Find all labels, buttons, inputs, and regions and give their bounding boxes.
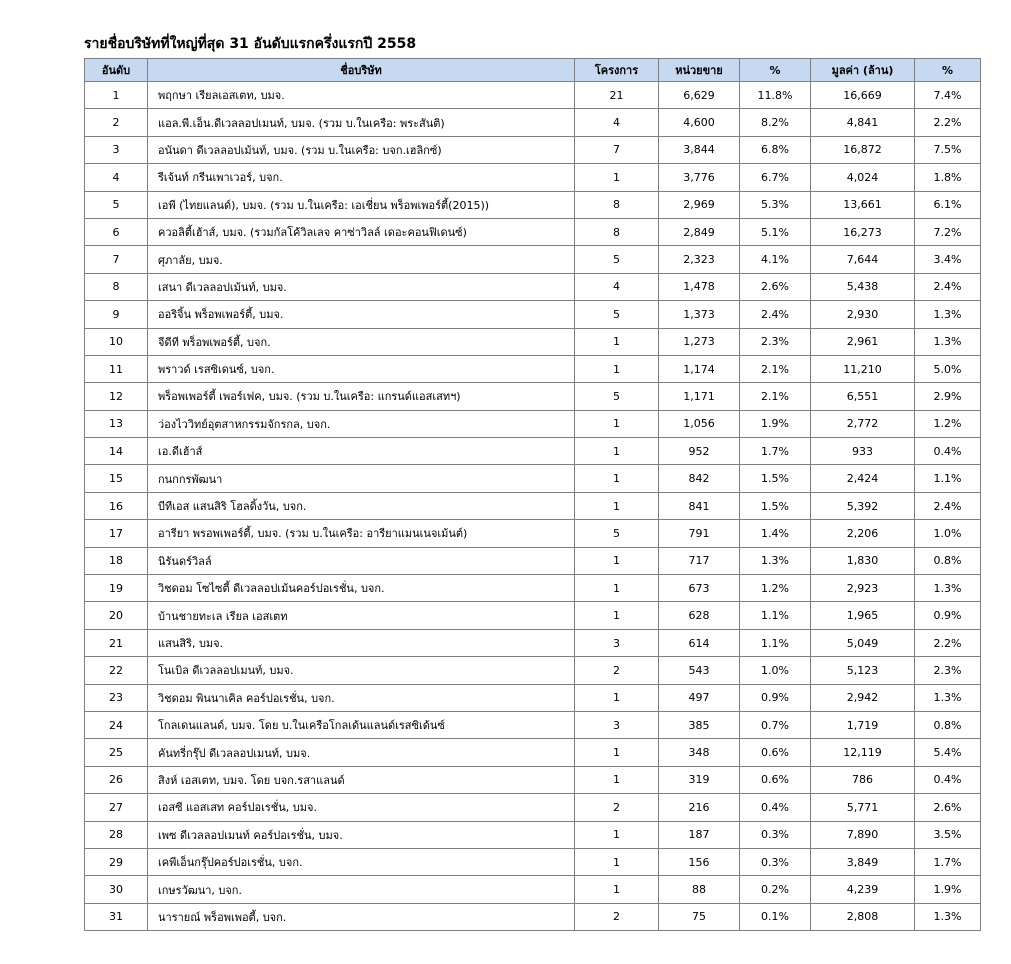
cell-rank: 8 [85,273,148,300]
cell-rank: 2 [85,109,148,136]
cell-units-percent: 2.3% [740,328,811,355]
cell-value-percent: 0.8% [915,547,981,574]
table-body [85,82,981,931]
cell-value: 16,273 [811,218,915,245]
cell-company: เคพีเอ็นกรุ๊ปคอร์ปอเรชั่น, บจก. [148,848,575,875]
ranking-table [84,58,981,931]
cell-value: 5,438 [811,273,915,300]
cell-value-percent: 0.8% [915,711,981,738]
table-row [85,438,981,465]
cell-units-percent: 1.7% [740,438,811,465]
cell-rank: 27 [85,794,148,821]
cell-value-percent: 2.2% [915,109,981,136]
cell-units: 791 [659,520,740,547]
table-row [85,164,981,191]
cell-value-percent: 1.7% [915,848,981,875]
cell-units-percent: 6.8% [740,136,811,163]
cell-value-percent: 1.3% [915,575,981,602]
cell-units: 842 [659,465,740,492]
cell-company: นารายณ์ พร็อพเพอตี้, บจก. [148,903,575,930]
cell-company: ศุภาลัย, บมจ. [148,246,575,273]
cell-projects: 8 [575,218,659,245]
cell-units-percent: 5.1% [740,218,811,245]
cell-units-percent: 8.2% [740,109,811,136]
cell-units: 3,844 [659,136,740,163]
table-row [85,821,981,848]
cell-projects: 1 [575,355,659,382]
table-title: รายชื่อบริษัทที่ใหญ่ที่สุด 31 อันดับแรกครึ่งแรกปี 2558 [84,36,417,52]
cell-value-percent: 1.3% [915,328,981,355]
cell-value: 4,239 [811,876,915,903]
cell-rank: 6 [85,218,148,245]
header-company: ชื่อบริษัท [148,59,575,82]
cell-units: 2,849 [659,218,740,245]
cell-units-percent: 1.0% [740,657,811,684]
cell-value: 5,123 [811,657,915,684]
cell-company: ว่องไววิทย์อุตสาหกรรมจักรกล, บจก. [148,410,575,437]
cell-projects: 1 [575,602,659,629]
cell-rank: 12 [85,383,148,410]
table-row [85,547,981,574]
table-row [85,575,981,602]
cell-value: 2,930 [811,301,915,328]
table-row [85,766,981,793]
cell-projects: 1 [575,465,659,492]
cell-rank: 25 [85,739,148,766]
cell-units: 614 [659,629,740,656]
cell-value: 2,942 [811,684,915,711]
cell-rank: 21 [85,629,148,656]
cell-projects: 1 [575,410,659,437]
cell-units-percent: 0.6% [740,766,811,793]
cell-rank: 5 [85,191,148,218]
table-row [85,903,981,930]
table-row [85,273,981,300]
cell-value: 786 [811,766,915,793]
header-projects: โครงการ [575,59,659,82]
cell-rank: 16 [85,492,148,519]
table-row [85,465,981,492]
cell-projects: 1 [575,876,659,903]
cell-rank: 22 [85,657,148,684]
cell-projects: 1 [575,164,659,191]
cell-company: เพซ ดีเวลลอปเมนท์ คอร์ปอเรชั่น, บมจ. [148,821,575,848]
cell-projects: 7 [575,136,659,163]
table-row [85,739,981,766]
cell-units: 4,600 [659,109,740,136]
cell-units: 673 [659,575,740,602]
cell-rank: 3 [85,136,148,163]
cell-units: 1,273 [659,328,740,355]
cell-company: เอ.ดีเฮ้าส์ [148,438,575,465]
cell-projects: 1 [575,821,659,848]
cell-value-percent: 0.9% [915,602,981,629]
cell-units-percent: 2.4% [740,301,811,328]
cell-value-percent: 1.2% [915,410,981,437]
cell-company: สิงห์ เอสเตท, บมจ. โดย บจก.รสาแลนด์ [148,766,575,793]
table-row [85,848,981,875]
cell-value-percent: 2.9% [915,383,981,410]
cell-value: 2,424 [811,465,915,492]
cell-rank: 20 [85,602,148,629]
table-row [85,328,981,355]
table-row [85,82,981,109]
cell-projects: 5 [575,520,659,547]
cell-units: 75 [659,903,740,930]
cell-value-percent: 6.1% [915,191,981,218]
cell-company: เอพี (ไทยแลนด์), บมจ. (รวม บ.ในเครือ: เอเชี่ยน พร็อพเพอร์ตี้(2015)) [148,191,575,218]
cell-company: บีทีเอส แสนสิริ โฮลดิ้งวัน, บจก. [148,492,575,519]
cell-units-percent: 0.2% [740,876,811,903]
cell-value-percent: 2.4% [915,492,981,519]
table-row [85,136,981,163]
cell-units-percent: 0.4% [740,794,811,821]
cell-value-percent: 1.0% [915,520,981,547]
table-row [85,191,981,218]
cell-units-percent: 0.6% [740,739,811,766]
cell-units: 628 [659,602,740,629]
cell-value: 1,965 [811,602,915,629]
cell-units: 348 [659,739,740,766]
cell-units: 88 [659,876,740,903]
cell-units-percent: 5.3% [740,191,811,218]
cell-value-percent: 1.3% [915,684,981,711]
cell-value: 1,719 [811,711,915,738]
cell-units-percent: 6.7% [740,164,811,191]
cell-value: 11,210 [811,355,915,382]
cell-value: 4,841 [811,109,915,136]
cell-rank: 7 [85,246,148,273]
cell-units: 156 [659,848,740,875]
cell-value: 2,808 [811,903,915,930]
cell-value-percent: 5.0% [915,355,981,382]
cell-projects: 3 [575,629,659,656]
cell-units-percent: 2.6% [740,273,811,300]
cell-value-percent: 0.4% [915,766,981,793]
cell-units: 6,629 [659,82,740,109]
cell-company: อารียา พรอพเพอร์ตี้, บมจ. (รวม บ.ในเครือ: อารียาแมนเนจเม้นต์) [148,520,575,547]
cell-units-percent: 1.2% [740,575,811,602]
cell-value: 2,961 [811,328,915,355]
cell-value: 16,872 [811,136,915,163]
header-value: มูลค่า (ล้าน) [811,59,915,82]
header-units-percent: % [740,59,811,82]
cell-company: แอล.พี.เอ็น.ดีเวลลอปเมนท์, บมจ. (รวม บ.ในเครือ: พระสันติ) [148,109,575,136]
cell-units: 1,174 [659,355,740,382]
cell-units: 952 [659,438,740,465]
table-row [85,629,981,656]
cell-company: วิชดอม โซไซตี้ ดีเวลลอปเม้นคอร์ปอเรชั่น, บจก. [148,575,575,602]
cell-units-percent: 0.9% [740,684,811,711]
cell-value-percent: 2.2% [915,629,981,656]
cell-rank: 13 [85,410,148,437]
cell-units: 319 [659,766,740,793]
cell-units: 385 [659,711,740,738]
cell-units-percent: 1.3% [740,547,811,574]
cell-units-percent: 11.8% [740,82,811,109]
cell-rank: 31 [85,903,148,930]
cell-value: 5,049 [811,629,915,656]
cell-value-percent: 1.3% [915,301,981,328]
cell-value: 13,661 [811,191,915,218]
cell-units-percent: 0.3% [740,848,811,875]
table-row [85,794,981,821]
header-units: หน่วยขาย [659,59,740,82]
cell-value-percent: 0.4% [915,438,981,465]
table-row [85,109,981,136]
cell-company: กนกกรพัฒนา [148,465,575,492]
cell-units: 543 [659,657,740,684]
cell-company: โกลเดนแลนด์, บมจ. โดย บ.ในเครือโกลเด้นแลนด์เรสซิเด้นซ์ [148,711,575,738]
cell-company: เกษรวัฒนา, บจก. [148,876,575,903]
cell-value: 7,644 [811,246,915,273]
cell-projects: 2 [575,903,659,930]
cell-units: 2,969 [659,191,740,218]
cell-projects: 1 [575,684,659,711]
cell-rank: 18 [85,547,148,574]
cell-value: 4,024 [811,164,915,191]
cell-value-percent: 2.3% [915,657,981,684]
cell-projects: 1 [575,492,659,519]
cell-units-percent: 1.9% [740,410,811,437]
cell-value-percent: 1.8% [915,164,981,191]
cell-company: นิรันดร์วิลล์ [148,547,575,574]
cell-rank: 26 [85,766,148,793]
table-row [85,246,981,273]
cell-company: บ้านชายทะเล เรียล เอสเตท [148,602,575,629]
cell-rank: 1 [85,82,148,109]
cell-projects: 2 [575,794,659,821]
cell-projects: 3 [575,711,659,738]
cell-value-percent: 2.4% [915,273,981,300]
cell-value: 2,772 [811,410,915,437]
cell-units-percent: 0.7% [740,711,811,738]
cell-projects: 1 [575,547,659,574]
cell-rank: 24 [85,711,148,738]
table-row [85,355,981,382]
cell-units-percent: 2.1% [740,355,811,382]
table-row [85,684,981,711]
cell-company: ควอลิตี้เฮ้าส์, บมจ. (รวมกัลโค้วิลเลจ คาซ่าวิลล์ เดอะคอนฟิเดนซ์) [148,218,575,245]
cell-value-percent: 2.6% [915,794,981,821]
cell-projects: 4 [575,273,659,300]
cell-value: 2,206 [811,520,915,547]
cell-value: 3,849 [811,848,915,875]
cell-value: 933 [811,438,915,465]
cell-value: 2,923 [811,575,915,602]
cell-rank: 30 [85,876,148,903]
cell-units: 717 [659,547,740,574]
cell-units-percent: 1.5% [740,465,811,492]
cell-value-percent: 1.9% [915,876,981,903]
table-row [85,520,981,547]
cell-projects: 2 [575,657,659,684]
header-value-percent: % [915,59,981,82]
cell-value-percent: 7.4% [915,82,981,109]
cell-projects: 1 [575,766,659,793]
cell-units-percent: 1.5% [740,492,811,519]
cell-projects: 4 [575,109,659,136]
cell-units-percent: 1.1% [740,629,811,656]
cell-company: พราวด์ เรสซิเดนซ์, บจก. [148,355,575,382]
cell-units: 3,776 [659,164,740,191]
cell-rank: 28 [85,821,148,848]
cell-company: วิชดอม พินนาเคิล คอร์ปอเรชั่น, บจก. [148,684,575,711]
cell-units: 187 [659,821,740,848]
cell-projects: 5 [575,301,659,328]
table-row [85,657,981,684]
cell-company: เสนา ดีเวลลอปเม้นท์, บมจ. [148,273,575,300]
cell-units: 841 [659,492,740,519]
cell-units-percent: 1.4% [740,520,811,547]
cell-units: 1,056 [659,410,740,437]
cell-value-percent: 3.5% [915,821,981,848]
cell-projects: 1 [575,575,659,602]
cell-units: 2,323 [659,246,740,273]
cell-rank: 19 [85,575,148,602]
cell-value: 16,669 [811,82,915,109]
cell-rank: 17 [85,520,148,547]
cell-value-percent: 3.4% [915,246,981,273]
cell-rank: 4 [85,164,148,191]
cell-company: แสนสิริ, บมจ. [148,629,575,656]
cell-company: โนเบิล ดีเวลลอปเมนท์, บมจ. [148,657,575,684]
table-row [85,602,981,629]
cell-units: 216 [659,794,740,821]
cell-value: 7,890 [811,821,915,848]
cell-units-percent: 4.1% [740,246,811,273]
cell-company: รีเจ้นท์ กรีนเพาเวอร์, บจก. [148,164,575,191]
cell-projects: 8 [575,191,659,218]
cell-projects: 5 [575,246,659,273]
table-row [85,492,981,519]
cell-rank: 14 [85,438,148,465]
cell-rank: 23 [85,684,148,711]
cell-units-percent: 1.1% [740,602,811,629]
table-row [85,711,981,738]
cell-units-percent: 0.1% [740,903,811,930]
table-row [85,876,981,903]
cell-value-percent: 7.2% [915,218,981,245]
table-row [85,301,981,328]
table-row [85,218,981,245]
cell-company: อนันดา ดีเวลลอปเม้นท์, บมจ. (รวม บ.ในเครือ: บจก.เฮลิกซ์) [148,136,575,163]
cell-units: 1,373 [659,301,740,328]
cell-value-percent: 5.4% [915,739,981,766]
cell-projects: 21 [575,82,659,109]
cell-units: 1,171 [659,383,740,410]
cell-projects: 1 [575,739,659,766]
cell-value: 5,392 [811,492,915,519]
cell-value-percent: 1.1% [915,465,981,492]
cell-rank: 10 [85,328,148,355]
cell-company: พฤกษา เรียลเอสเตท, บมจ. [148,82,575,109]
cell-rank: 9 [85,301,148,328]
cell-units-percent: 2.1% [740,383,811,410]
cell-value: 6,551 [811,383,915,410]
cell-projects: 1 [575,438,659,465]
cell-company: เอสซี แอสเสท คอร์ปอเรชั่น, บมจ. [148,794,575,821]
cell-units: 497 [659,684,740,711]
cell-company: ออริจิ้น พร็อพเพอร์ตี้, บมจ. [148,301,575,328]
cell-company: จีดีที พร็อพเพอร์ตี้, บจก. [148,328,575,355]
cell-projects: 5 [575,383,659,410]
cell-value: 5,771 [811,794,915,821]
cell-value: 1,830 [811,547,915,574]
cell-projects: 1 [575,848,659,875]
cell-units: 1,478 [659,273,740,300]
table-header-row [85,59,981,82]
cell-company: คันทรี่กรุ๊ป ดีเวลลอปเมนท์, บมจ. [148,739,575,766]
cell-company: พร็อพเพอร์ตี้ เพอร์เฟค, บมจ. (รวม บ.ในเครือ: แกรนด์แอสเสทฯ) [148,383,575,410]
cell-units-percent: 0.3% [740,821,811,848]
cell-value-percent: 1.3% [915,903,981,930]
table-row [85,410,981,437]
header-rank: อันดับ [85,59,148,82]
table-row [85,383,981,410]
cell-rank: 29 [85,848,148,875]
cell-value: 12,119 [811,739,915,766]
cell-rank: 11 [85,355,148,382]
cell-projects: 1 [575,328,659,355]
cell-value-percent: 7.5% [915,136,981,163]
cell-rank: 15 [85,465,148,492]
